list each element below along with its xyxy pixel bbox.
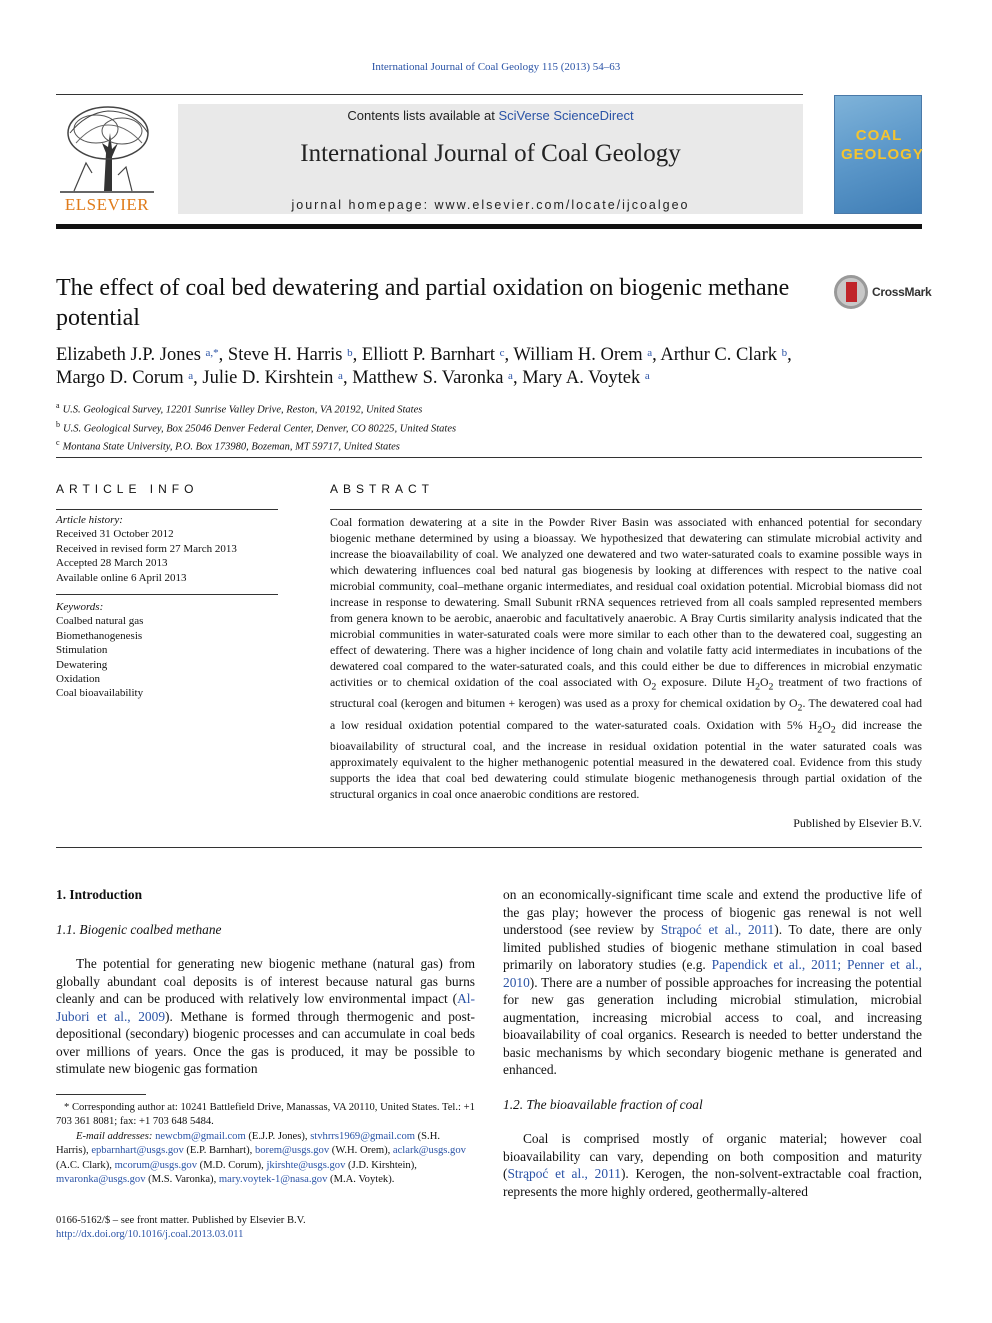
subscript: 2	[768, 681, 774, 693]
affiliation-text: U.S. Geological Survey, 12201 Sunrise Valley Drive, Reston, VA 20192, United States	[62, 404, 423, 416]
author-name[interactable]: Julie D. Kirshtein	[202, 368, 334, 388]
published-by: Published by Elsevier B.V.	[793, 816, 922, 830]
citation-link[interactable]: Al-Jubori et al., 2009	[56, 991, 475, 1024]
author-name[interactable]: Steve H. Harris	[227, 345, 343, 365]
email-owner: (J.D. Kirshtein),	[345, 1159, 417, 1171]
text: The potential for generating new biogenic methane (natural gas) from globally abundant coal deposits is of interest because natural gas burns cleanly and can be produced with relatively low environmental impact (	[56, 956, 475, 1006]
elsevier-logo	[56, 103, 158, 215]
author-name[interactable]: Elizabeth J.P. Jones	[56, 345, 201, 365]
affiliation-text: U.S. Geological Survey, Box 25046 Denver Federal Center, Denver, CO 80225, United States	[63, 423, 457, 434]
citation-link[interactable]: Strąpoć et al., 2011	[660, 922, 775, 937]
subscript: 2	[817, 724, 823, 736]
citation-link[interactable]: Strąpoć et al., 2011	[507, 1166, 621, 1181]
corresponding-author-note: * Corresponding author at: 10241 Battlefield Drive, Manassas, VA 20110, United States. Tel.: +1 703 361 8081; fax: +1 703 648 5484.	[56, 1102, 475, 1128]
affiliation-marker: c	[56, 438, 60, 447]
journal-banner	[178, 104, 803, 214]
affiliation-text: Montana State University, P.O. Box 173980, Bozeman, MT 59717, United States	[62, 441, 400, 453]
keyword-item: Coalbed natural gas	[56, 615, 144, 628]
subscript: 2	[830, 724, 836, 736]
abstract-text	[330, 514, 922, 802]
footnote-rule	[56, 1094, 146, 1095]
text: ). There are a number of possible approaches for increasing the potential for new gas generation including microbial stimulation, microbial augmentation, increasing microbial access to coal, and increasing bioavailability of coal organics. Research is needed to better understand the basic mechanisms by which secondary biogenic methane is generated and enhanced.	[503, 974, 922, 1077]
paragraph	[503, 886, 922, 1079]
issn-line: 0166-5162/$ – see front matter. Published by Elsevier B.V.	[56, 1215, 306, 1226]
author-affil-marker[interactable]: c	[499, 347, 505, 359]
affiliation-item	[56, 418, 922, 437]
paragraph	[503, 1130, 922, 1200]
author-name[interactable]: Matthew S. Varonka	[352, 368, 504, 388]
author-affil-marker[interactable]: a	[338, 370, 343, 382]
email-owner: (M.S. Varonka),	[145, 1174, 219, 1186]
author-affil-marker[interactable]: a	[508, 370, 513, 382]
divider	[56, 457, 922, 458]
text: ). To date, there are only limited published studies of biogenic methane stimulation in coal based primarily on laboratory studies (e.g.	[503, 922, 922, 972]
email-link[interactable]: borem@usgs.gov	[254, 1145, 330, 1157]
keyword-item: Coal bioavailability	[56, 687, 144, 700]
email-link[interactable]: epbarnhart@usgs.gov	[91, 1145, 184, 1157]
author-name[interactable]: William H. Orem	[513, 345, 643, 365]
keywords-block	[56, 600, 278, 701]
text: ). Methane is formed through thermogenic and post-depositional (secondary) biogenic processes and can accumulate in coal beds over millions of years. Once the gas is produced, it may be possible to stimulate new biogenic gas formation	[56, 1008, 475, 1076]
subscript: 2	[651, 681, 657, 693]
author-name[interactable]: Arthur C. Clark	[660, 345, 778, 365]
journal-cover-image	[834, 95, 922, 214]
affiliation-marker: a	[56, 401, 60, 410]
abstract-segment: O	[822, 717, 831, 732]
keyword-item: Stimulation	[56, 644, 108, 657]
abstract-segment: O	[759, 675, 769, 689]
journal-homepage[interactable]: journal homepage: www.elsevier.com/locate/ijcoalgeo	[291, 198, 690, 212]
author-affil-marker[interactable]: a,*	[205, 347, 219, 359]
history-item: Accepted 28 March 2013	[56, 557, 168, 570]
email-link[interactable]: aclark@usgs.gov	[392, 1145, 466, 1157]
keywords-label: Keywords:	[56, 601, 104, 613]
subscript: 2	[797, 702, 803, 714]
author-affil-marker[interactable]: a	[188, 370, 194, 382]
citation-link[interactable]: Papendick et al., 2011; Penner et al., 2010	[503, 957, 922, 990]
section-heading: 1. Introduction	[56, 887, 143, 902]
author-affil-marker[interactable]: a	[644, 370, 650, 382]
history-item: Available online 6 April 2013	[56, 571, 187, 584]
history-label: Article history:	[56, 514, 123, 526]
history-item: Received 31 October 2012	[56, 528, 174, 541]
email-owner: (S.H. Harris),	[56, 1130, 440, 1157]
abstract-segment: treatment of two fractions of structural coal (kerogen and bitumen + kerogen) was used as a proxy for chemical oxidation by O	[330, 675, 922, 711]
email-owner: (E.P. Barnhart),	[183, 1145, 255, 1157]
email-list	[56, 1130, 475, 1188]
abstract-segment: Coal formation dewatering at a site in the Powder River Basin was associated with enhanced potential for secondary biogenic methane determined by using a bioassay. We hypothesized that dewatering can stimulate microbial activity and increase the bioavailability of coal. We analyzed one dewatered and two water-saturated coals to examine possible ways in which dewatering influences coal bed natural gas biogenesis by looking at differences with respect to the native coal microbial community, coal–methane organic intermediates, and residual coal oxidation potential. Microbial biomass did not increase in response to dewatering. Small Subunit rRNA sequences retrieved from all coals sampled represented members from genera known to be aerobic, anaerobic and facultatively anaerobic. A Bray Curtis similarity analysis indicated that the microbial communities in water-saturated coals were more similar to each other than to the dewatered coal, suggesting an effect of dewatering. There was a higher incidence of long chain and volatile fatty acid intermediates in incubations of the dewatered coal compared to the water-saturated coals, and this could either be due to differences in microbial enzymatic activities or to chemical oxidation of the coal associated with O	[330, 515, 922, 689]
footnote-block	[56, 1101, 475, 1187]
email-owner: (A.C. Clark),	[56, 1159, 115, 1171]
body-right-column	[503, 886, 922, 1200]
abstract-segment: exposure. Dilute H	[656, 675, 756, 689]
author-affil-marker[interactable]: b	[347, 347, 353, 359]
author-affil-marker[interactable]: a	[647, 347, 653, 359]
author-name[interactable]: Margo D. Corum	[56, 368, 184, 388]
email-label: E-mail addresses:	[76, 1130, 153, 1142]
elsevier-wordmark: ELSEVIER	[64, 195, 150, 214]
text: ). Kerogen, the non-solvent-extractable coal fraction, represents the more highly ordered, geothermally-altered	[503, 1166, 922, 1199]
email-owner: (M.D. Corum),	[197, 1159, 267, 1171]
abstract-heading: ABSTRACT	[330, 482, 435, 496]
affiliation-marker: b	[56, 419, 60, 429]
abstract-segment: did increase the bioavailability of structural coal, and the increase in residual oxidation potential in the water saturated coals was approximately equivalent to the higher methanogenic potential measured in the dewatered coal. Evidence from this study supports the idea that coal bed dewatering could stimulate biogenic methanogenesis through partial oxidation of the structural organics in coal once anaerobic conditions are restored.	[330, 717, 922, 802]
affiliation-item	[56, 436, 922, 455]
divider	[56, 594, 278, 595]
author-list: Elizabeth J.P. Jones $^{a,*}$, Steve H. Harris $^b$, Elliott P. Barnhart $^c$, William H. Orem $^a$, Arthur C. Clark $^b$, Margo D. Corum $^a$, Julie D. Kirshtein $^a$, Matthew S. Varonka $^a$, Mary A. Voytek $^a$	[56, 345, 792, 388]
email-link[interactable]: mary.voytek-1@nasa.gov	[218, 1174, 328, 1186]
email-owner: (M.A. Voytek).	[327, 1174, 395, 1186]
crossmark-icon	[834, 275, 868, 309]
text: Coal is comprised mostly of organic material; however coal bioavailability can vary, depending on both composition and maturity (	[503, 1131, 922, 1181]
paragraph	[56, 955, 475, 1078]
journal-title: International Journal of Coal Geology	[300, 140, 681, 167]
text: on an economically-significant time scale and extend the productive life of the gas play; however the process of biogenic gas renewal is not well understood (see review by	[503, 887, 922, 937]
keyword-item: Oxidation	[56, 673, 100, 686]
article-title: The effect of coal bed dewatering and partial oxidation on biogenic methane potential	[56, 275, 790, 331]
divider	[330, 509, 922, 510]
email-owner: (E.J.P. Jones),	[245, 1130, 311, 1142]
email-link[interactable]: newcbm@gmail.com	[155, 1130, 246, 1142]
keyword-item: Dewatering	[56, 658, 108, 671]
header-thick-rule	[56, 224, 922, 229]
contents-line	[178, 108, 803, 123]
crossmark-button[interactable]	[834, 275, 934, 309]
author-affil-marker[interactable]: b	[781, 347, 788, 359]
journal-reference[interactable]: International Journal of Coal Geology 115 (2013) 54–63	[371, 61, 621, 73]
subsection-heading: 1.1. Biogenic coalbed methane	[56, 921, 222, 937]
divider	[56, 509, 278, 510]
email-link[interactable]: jkirshte@usgs.gov	[266, 1159, 346, 1171]
abstract-segment: . The dewatered coal had a low residual oxidation potential compared to the water-saturated coals. Oxidation with 5% H	[330, 696, 922, 732]
email-owner: (W.H. Orem),	[329, 1145, 393, 1157]
article-info-heading: ARTICLE INFO	[56, 482, 199, 496]
front-matter-note	[56, 1214, 475, 1243]
elsevier-tree-icon	[56, 103, 158, 195]
contents-prefix: Contents lists available at	[347, 108, 499, 123]
cover-title: COAL GEOLOGY	[841, 127, 924, 163]
sciencedirect-link[interactable]: SciVerse ScienceDirect	[498, 108, 634, 123]
subscript: 2	[755, 681, 760, 693]
affiliation-item	[56, 399, 922, 418]
email-link[interactable]: mvaronka@usgs.gov	[56, 1174, 146, 1186]
history-item: Received in revised form 27 March 2013	[56, 542, 237, 555]
crossmark-label: CrossMark	[872, 285, 932, 299]
keyword-item: Biomethanogenesis	[56, 629, 143, 642]
author-name[interactable]: Elliott P. Barnhart	[361, 345, 495, 365]
article-history	[56, 513, 278, 585]
subsection-heading: 1.2. The bioavailable fraction of coal	[503, 1096, 703, 1112]
divider	[56, 847, 922, 848]
author-name[interactable]: Mary A. Voytek	[522, 368, 641, 388]
email-link[interactable]: stvhrrs1969@gmail.com	[310, 1130, 415, 1142]
email-link[interactable]: mcorum@usgs.gov	[114, 1159, 198, 1171]
header-rule	[56, 94, 803, 95]
body-left-column	[56, 886, 475, 1078]
affiliation-list	[56, 399, 922, 455]
doi-link[interactable]: http://dx.doi.org/10.1016/j.coal.2013.03.011	[56, 1229, 244, 1241]
